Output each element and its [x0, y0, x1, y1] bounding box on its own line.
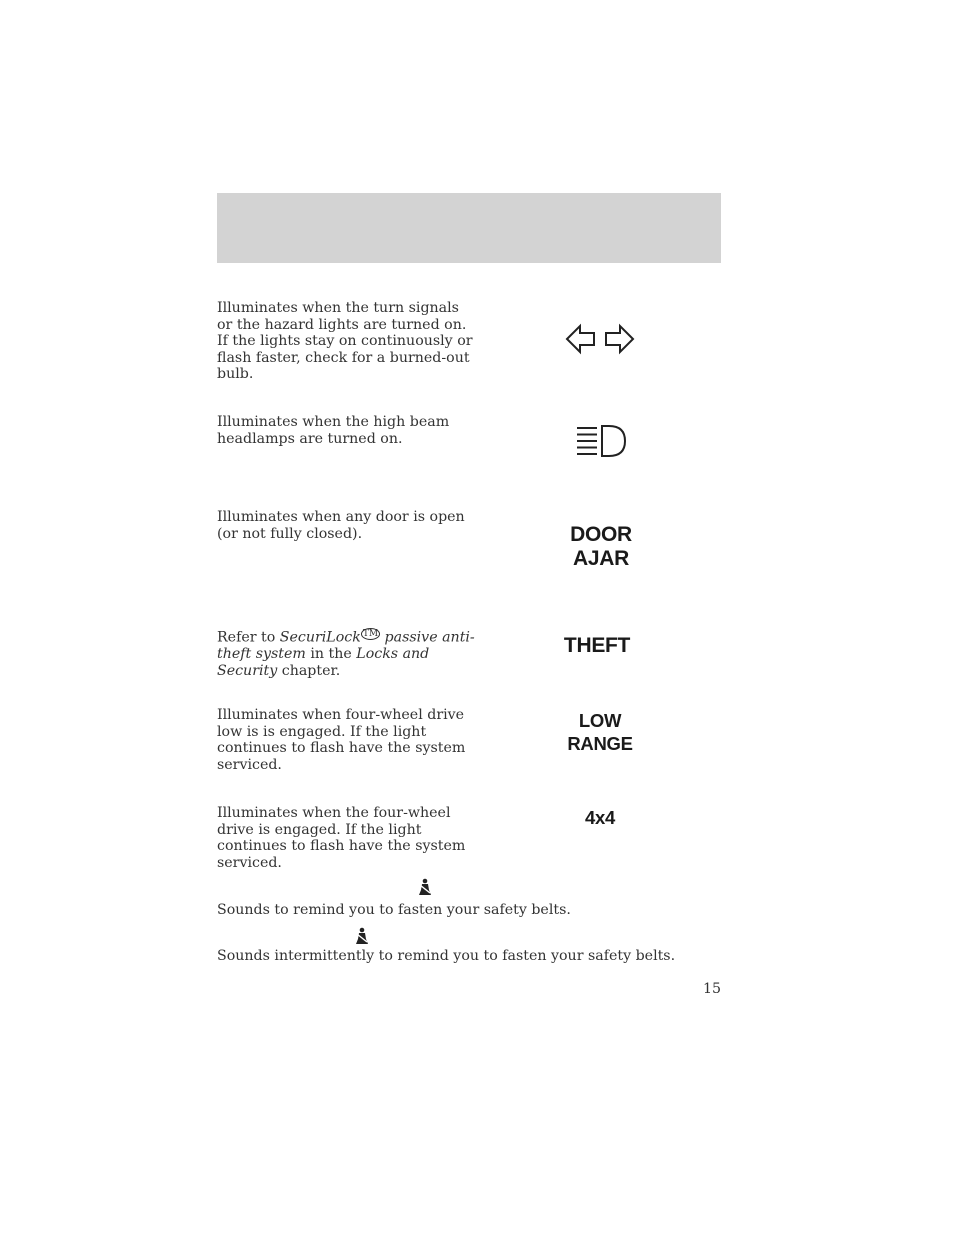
4x4-description: Illuminates when the four-wheel drive is engaged. If the light continues to flash have the system serviced. — [217, 805, 466, 871]
seatbelt-icon — [417, 878, 433, 897]
theft-desc-system: passive anti-theft system — [217, 629, 475, 663]
low-range-label-line2: RANGE — [567, 733, 633, 754]
seatbelt-chime-text: Sounds to remind you to fasten your safety belts. — [217, 902, 571, 918]
trademark-mark: TM — [362, 629, 379, 639]
low-range-label-line1: LOW — [578, 710, 622, 731]
theft-desc-mid: in the — [305, 646, 357, 663]
theft-description — [217, 626, 477, 679]
door-ajar-description: Illuminates when any door is open (or not fully closed). — [217, 509, 465, 542]
theft-label: THEFT — [563, 634, 631, 657]
turn-signal-description: Illuminates when the turn signals or the hazard lights are turned on. If the lights stay on continuously or flash faster, check for a burned-out bulb. — [217, 300, 473, 382]
turn-signal-arrows-icon — [565, 322, 637, 356]
high-beam-icon — [575, 423, 629, 459]
theft-desc-suffix: chapter. — [277, 662, 341, 679]
theft-desc-prefix: Refer to — [217, 629, 280, 646]
door-ajar-label-line2: AJAR — [573, 547, 629, 570]
low-range-label — [555, 709, 645, 755]
theft-desc-chapter-name: Locks and Security — [217, 646, 430, 679]
seatbelt-icon — [354, 927, 370, 946]
high-beam-description: Illuminates when the high beam headlamps are turned on. — [217, 414, 450, 447]
door-ajar-label-line1: DOOR — [570, 523, 632, 546]
page-number: 15 — [702, 981, 721, 997]
4x4-label: 4x4 — [585, 807, 615, 828]
theft-desc-securilock: SecuriLock — [279, 629, 361, 646]
section-header-bar — [217, 193, 721, 263]
low-range-description: Illuminates when four-wheel drive low is is engaged. If the light continues to flash have the system serviced. — [217, 707, 466, 773]
door-ajar-label — [555, 523, 647, 571]
seatbelt-intermittent-chime-text: Sounds intermittently to remind you to fasten your safety belts. — [217, 948, 676, 964]
